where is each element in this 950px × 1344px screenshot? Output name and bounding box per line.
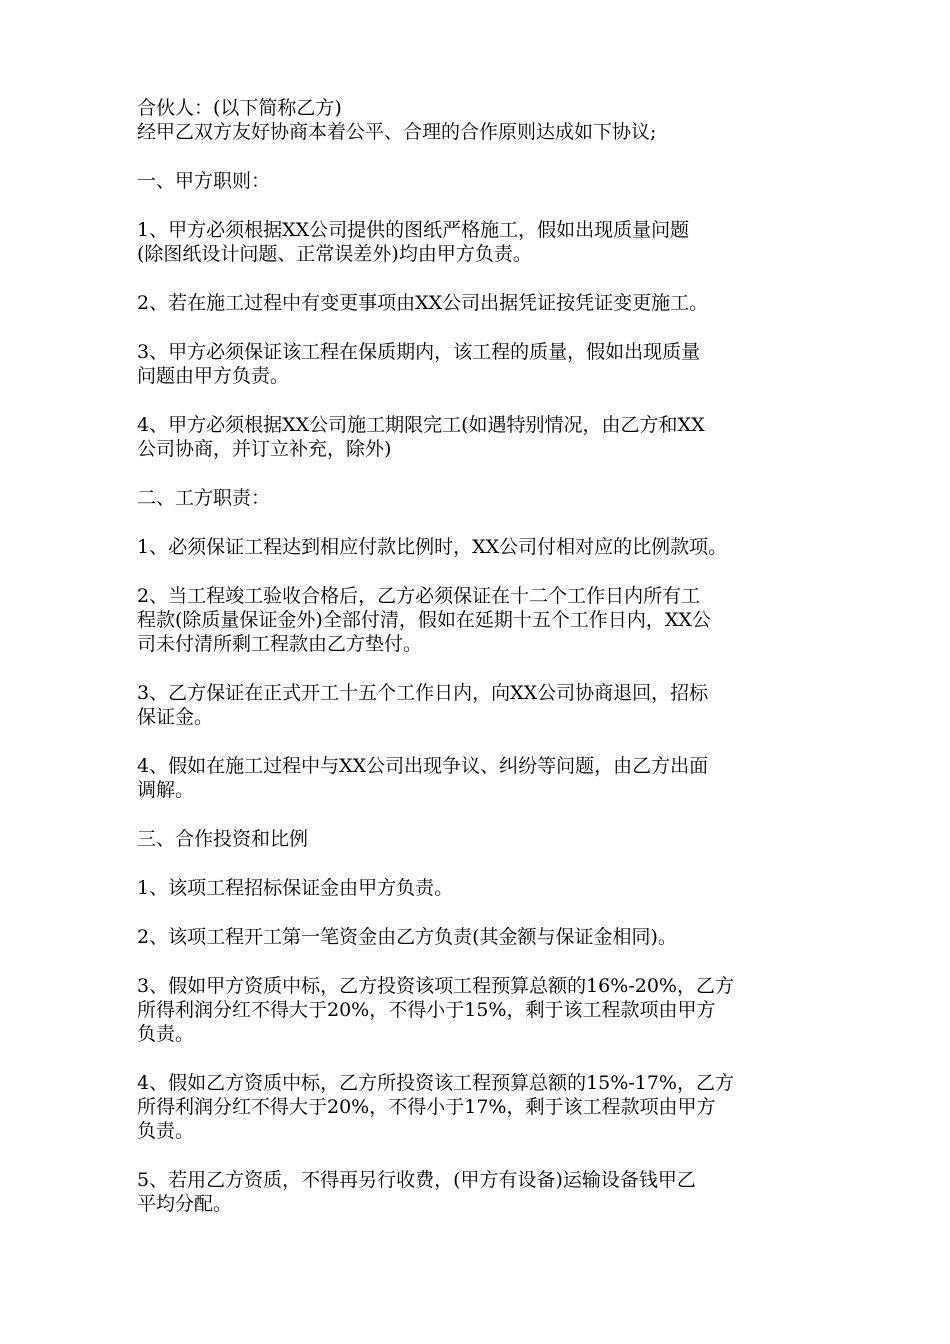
paragraph [137, 925, 827, 949]
paragraph [137, 486, 827, 510]
text-line: 3、假如甲方资质中标，乙方投资该项工程预算总额的16%-20%，乙方 [137, 975, 734, 997]
text-line: (除图纸设计问题、正常误差外)均由甲方负责。 [137, 243, 532, 265]
text-line: 2、当工程竣工验收合格后，乙方必须保证在十二个工作日内所有工 [137, 585, 701, 607]
text-line: 1、必须保证工程达到相应付款比例时，XX公司付相对应的比例款项。 [137, 536, 728, 558]
text-line: 问题由甲方负责。 [137, 365, 290, 387]
text-line: 负责。 [137, 1023, 195, 1045]
paragraph [137, 584, 827, 656]
paragraph [137, 754, 827, 802]
paragraph [137, 340, 827, 388]
text-line: 2、若在施工过程中有变更事项由XX公司出据凭证按凭证变更施工。 [137, 292, 709, 314]
paragraph [137, 1071, 827, 1143]
text-line: 4、假如乙方资质中标，乙方所投资该工程预算总额的15%-17%，乙方 [137, 1072, 734, 1094]
text-line: 平均分配。 [137, 1193, 233, 1215]
text-line: 2、该项工程开工第一笔资金由乙方负责(其金额与保证金相同)。 [137, 926, 677, 948]
text-line: 所得利润分红不得大于20%，不得小于17%，剩于该工程款项由甲方 [137, 1096, 716, 1118]
text-line: 3、乙方保证在正式开工十五个工作日内，向XX公司协商退回，招标 [137, 682, 709, 704]
text-line: 合伙人：(以下简称乙方) [137, 97, 342, 119]
text-line: 1、该项工程招标保证金由甲方负责。 [137, 877, 454, 899]
paragraph [137, 96, 827, 120]
text-line: 经甲乙双方友好协商本着公平、合理的合作原则达成如下协议; [137, 121, 657, 143]
text-line: 3、甲方必须保证该工程在保质期内，该工程的质量，假如出现质量 [137, 341, 701, 363]
text-line: 保证金。 [137, 706, 214, 728]
text-line: 1、甲方必须根据XX公司提供的图纸严格施工，假如出现质量问题 [137, 219, 690, 241]
text-line: 4、甲方必须根据XX公司施工期限完工(如遇特别情况，由乙方和XX [137, 414, 705, 436]
document-body [137, 96, 827, 1216]
paragraph [137, 681, 827, 729]
text-line: 调解。 [137, 779, 195, 801]
paragraph [137, 291, 827, 315]
paragraph [137, 827, 827, 851]
paragraph [137, 169, 827, 193]
text-line: 程款(除质量保证金外)全部付清，假如在延期十五个工作日内，XX公 [137, 609, 711, 631]
paragraph [137, 218, 827, 266]
text-line: 负责。 [137, 1120, 195, 1142]
paragraph [137, 876, 827, 900]
paragraph [137, 413, 827, 461]
paragraph [137, 535, 827, 559]
text-line: 4、假如在施工过程中与XX公司出现争议、纠纷等问题，由乙方出面 [137, 755, 709, 777]
text-line: 二、工方职责： [137, 487, 271, 509]
text-line: 一、甲方职则： [137, 170, 271, 192]
text-line: 所得利润分红不得大于20%，不得小于15%，剩于该工程款项由甲方 [137, 999, 716, 1021]
text-line: 司未付清所剩工程款由乙方垫付。 [137, 633, 423, 655]
paragraph [137, 1168, 827, 1216]
paragraph [137, 974, 827, 1046]
text-line: 公司协商，并订立补充，除外) [137, 438, 392, 460]
paragraph [137, 120, 827, 144]
text-line: 三、合作投资和比例 [137, 828, 309, 850]
text-line: 5、若用乙方资质，不得再另行收费，(甲方有设备)运输设备钱甲乙 [137, 1169, 696, 1191]
